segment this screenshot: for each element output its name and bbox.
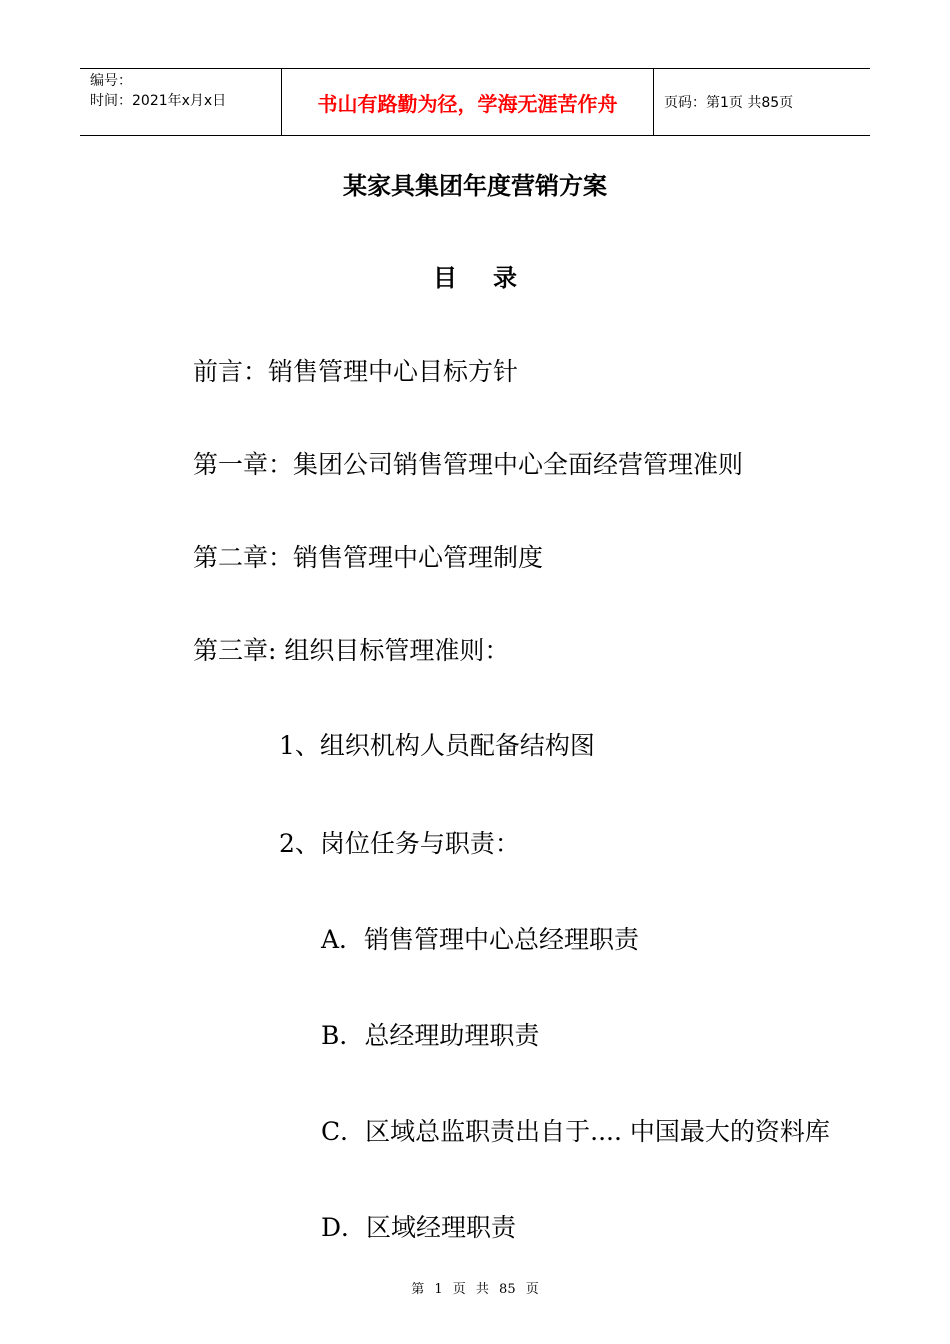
document-title: 某家具集团年度营销方案 <box>343 171 607 200</box>
toc-item: 1、组织机构人员配备结构图 <box>279 731 595 760</box>
toc-item: 2、岗位任务与职责： <box>279 829 520 858</box>
toc-item: 第一章：集团公司销售管理中心全面经营管理准则 <box>193 450 744 479</box>
toc-item: B．总经理助理职责 <box>321 1021 540 1050</box>
toc-item: 第二章：销售管理中心管理制度 <box>193 543 544 572</box>
doc-time-label: 时间：2021年x月x日 <box>90 93 227 109</box>
toc-item: 前言：销售管理中心目标方针 <box>193 357 519 386</box>
toc-heading: 目录 <box>433 263 553 292</box>
header-page-info: 页码：第1页 共85页 <box>664 95 794 111</box>
toc-item: C．区域总监职责出自于.... 中国最大的资料库 <box>321 1117 830 1146</box>
page-header <box>80 68 870 136</box>
toc-item: A．销售管理中心总经理职责 <box>321 925 640 954</box>
toc-item: 第三章: 组织目标管理准则： <box>193 636 510 665</box>
page-footer: 第 1 页 共 85 页 <box>411 1282 539 1297</box>
doc-number-label: 编号： <box>90 73 132 89</box>
header-motto: 书山有路勤为径，学海无涯苦作舟 <box>282 69 654 135</box>
toc-item: D．区域经理职责 <box>321 1213 517 1242</box>
header-meta <box>80 69 282 135</box>
